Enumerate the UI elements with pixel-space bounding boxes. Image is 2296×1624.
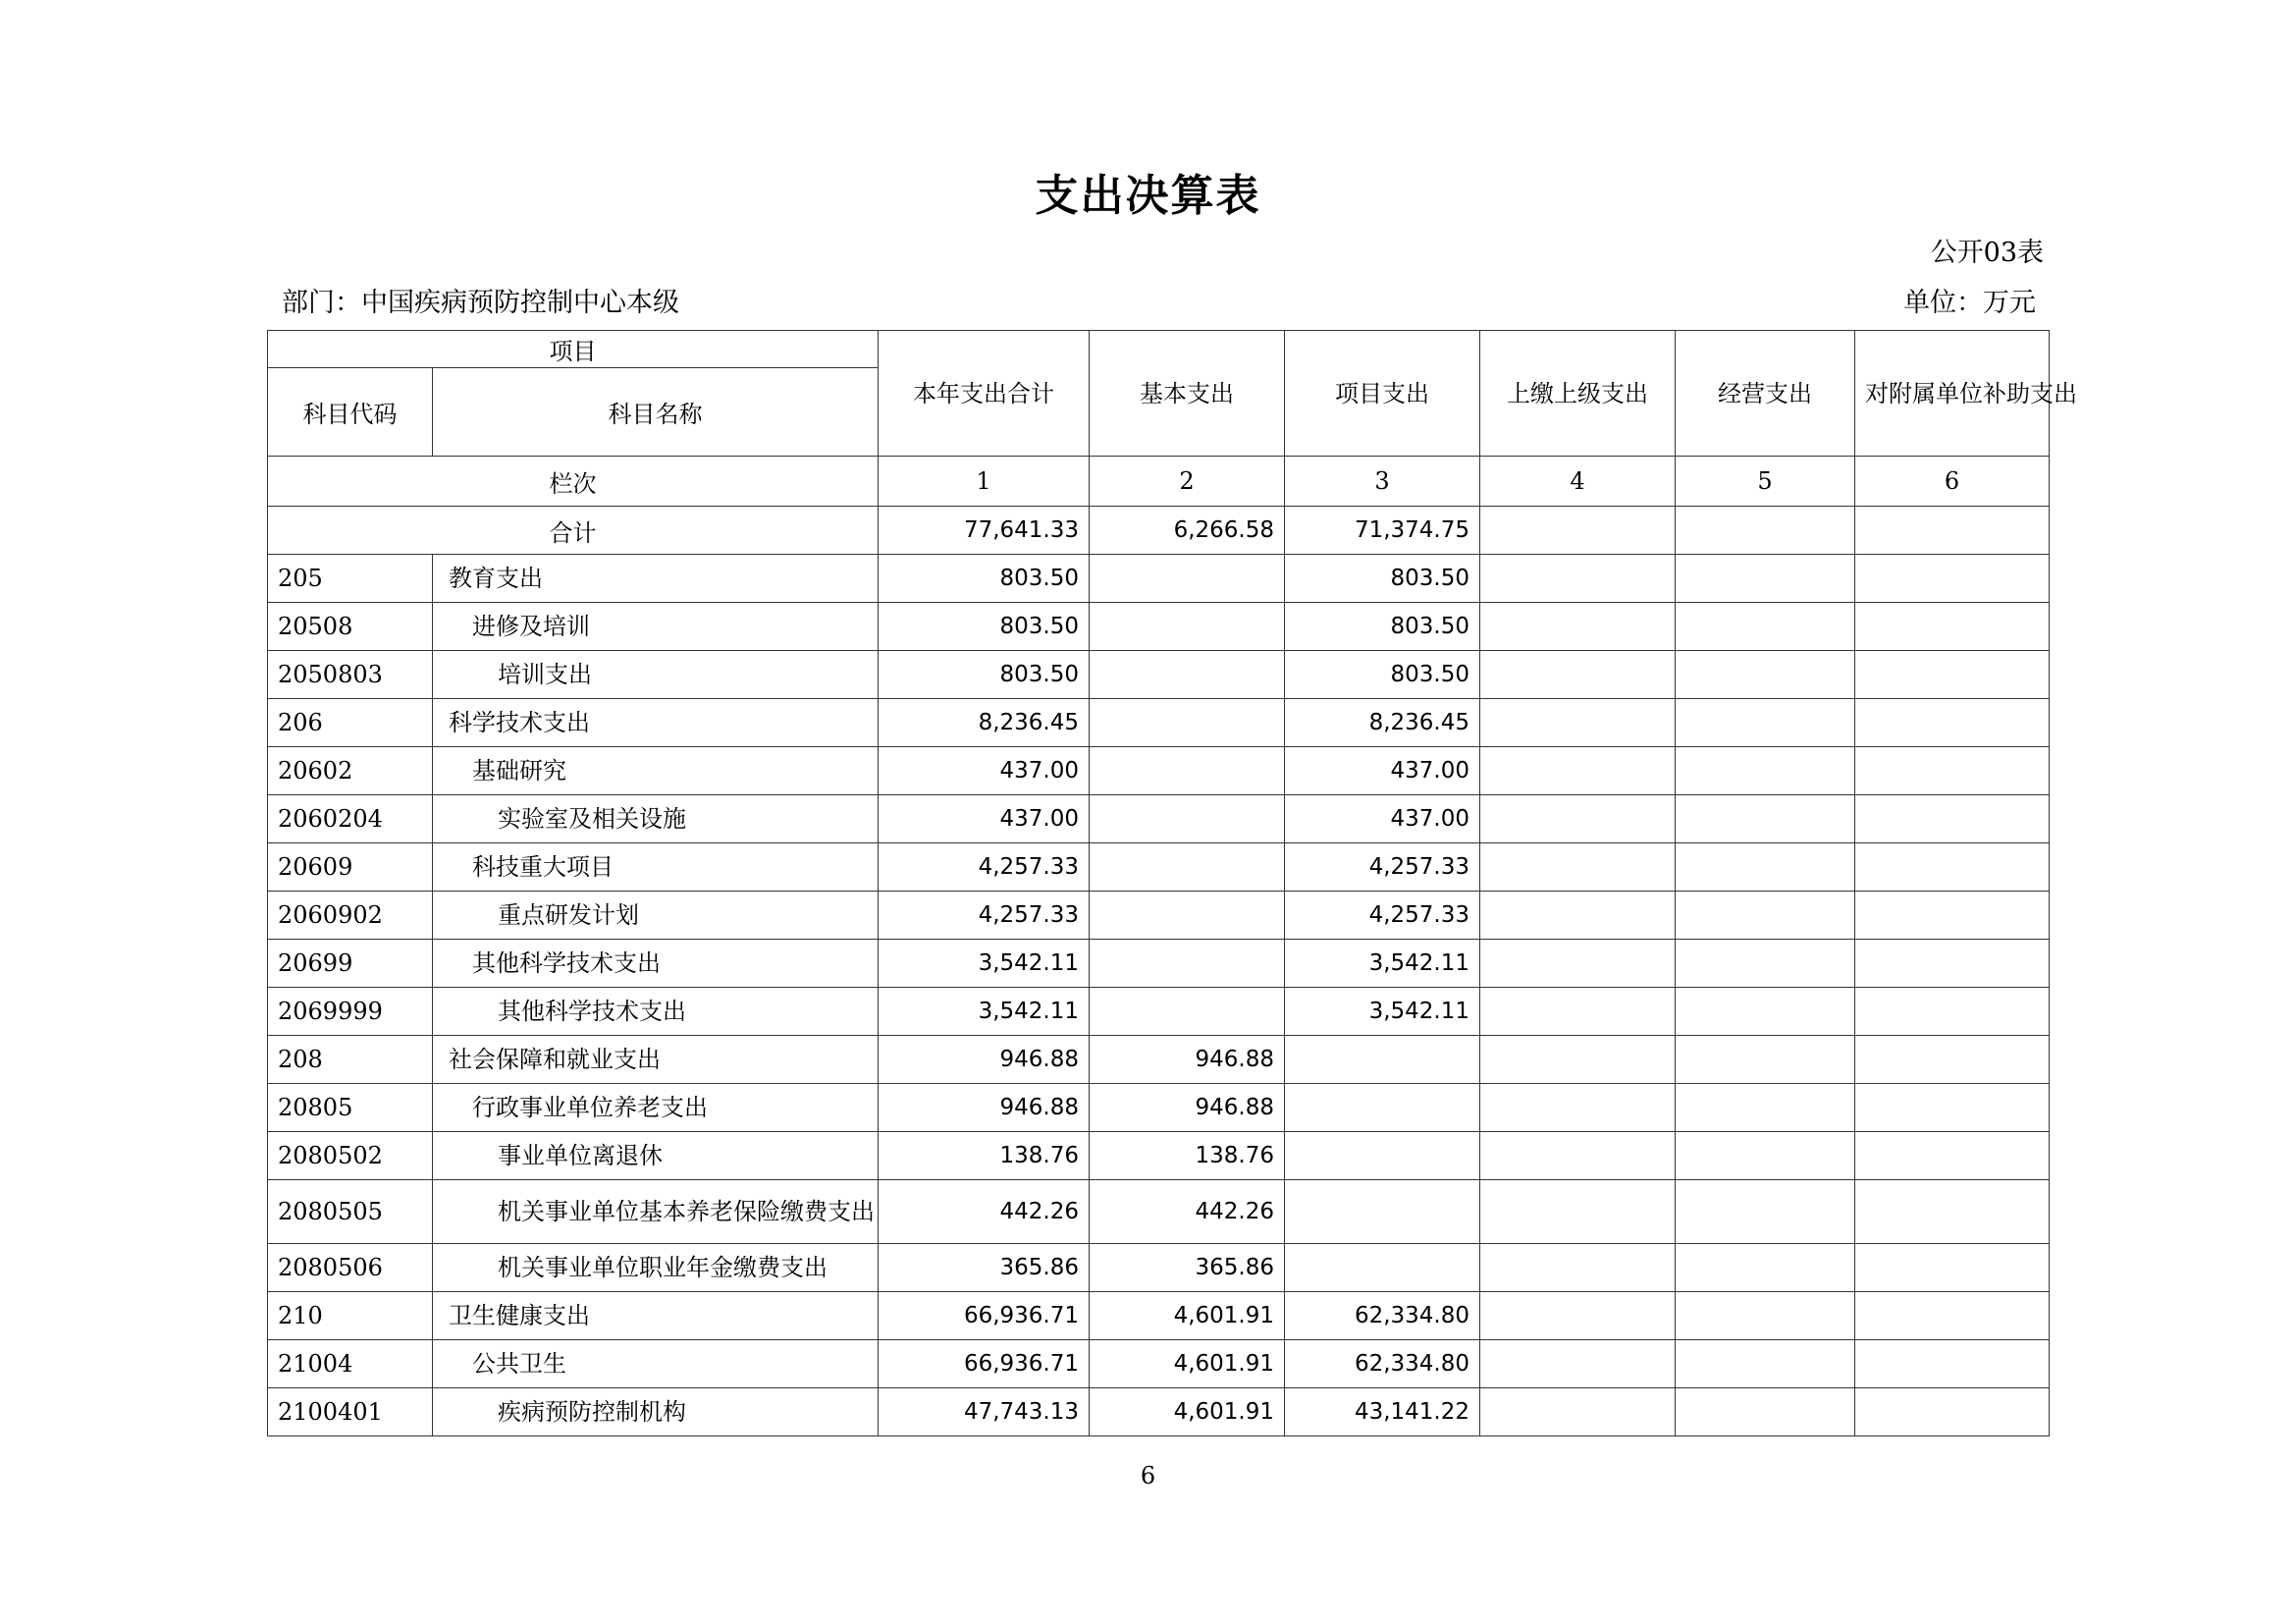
row-operating xyxy=(1676,1036,1855,1084)
row-name: 其他科学技术支出 xyxy=(433,940,879,988)
row-project: 62,334.80 xyxy=(1285,1292,1480,1340)
row-operating xyxy=(1676,699,1855,747)
header-subsidiary-subsidy: 对附属单位补助支出 xyxy=(1855,331,2050,457)
row-subsidy xyxy=(1855,1036,2050,1084)
column-index-3: 3 xyxy=(1285,457,1480,507)
table-row xyxy=(268,1036,2050,1084)
row-name: 机关事业单位基本养老保险缴费支出 xyxy=(433,1180,879,1244)
row-project: 803.50 xyxy=(1285,603,1480,651)
table-row xyxy=(268,892,2050,940)
row-remit xyxy=(1480,1340,1676,1388)
row-project: 437.00 xyxy=(1285,747,1480,795)
row-total: 66,936.71 xyxy=(879,1340,1090,1388)
column-index-1: 1 xyxy=(879,457,1090,507)
row-basic: 138.76 xyxy=(1090,1132,1285,1180)
row-subsidy xyxy=(1855,1084,2050,1132)
total-remit xyxy=(1480,507,1676,555)
column-index-row xyxy=(268,457,2050,507)
table-row xyxy=(268,843,2050,892)
column-index-label: 栏次 xyxy=(268,457,879,507)
row-name: 重点研发计划 xyxy=(433,892,879,940)
row-project: 62,334.80 xyxy=(1285,1340,1480,1388)
table-row xyxy=(268,555,2050,603)
row-basic xyxy=(1090,892,1285,940)
row-name: 疾病预防控制机构 xyxy=(433,1388,879,1436)
row-project: 43,141.22 xyxy=(1285,1388,1480,1436)
row-project xyxy=(1285,1244,1480,1292)
row-remit xyxy=(1480,988,1676,1036)
total-row xyxy=(268,507,2050,555)
table-row xyxy=(268,1340,2050,1388)
page-number: 6 xyxy=(1140,1462,1156,1489)
row-subsidy xyxy=(1855,603,2050,651)
row-subsidy xyxy=(1855,892,2050,940)
row-code: 20609 xyxy=(268,843,433,892)
header-project-exp: 项目支出 xyxy=(1285,331,1480,457)
row-code: 208 xyxy=(268,1036,433,1084)
row-operating xyxy=(1676,795,1855,843)
row-remit xyxy=(1480,892,1676,940)
row-code: 205 xyxy=(268,555,433,603)
row-basic: 4,601.91 xyxy=(1090,1340,1285,1388)
row-operating xyxy=(1676,1388,1855,1436)
header-code: 科目代码 xyxy=(268,368,433,457)
row-basic xyxy=(1090,795,1285,843)
row-total: 946.88 xyxy=(879,1084,1090,1132)
table-row xyxy=(268,603,2050,651)
row-remit xyxy=(1480,843,1676,892)
row-total: 3,542.11 xyxy=(879,988,1090,1036)
row-code: 210 xyxy=(268,1292,433,1340)
row-code: 20602 xyxy=(268,747,433,795)
row-name: 进修及培训 xyxy=(433,603,879,651)
row-project: 803.50 xyxy=(1285,555,1480,603)
row-basic xyxy=(1090,747,1285,795)
row-code: 206 xyxy=(268,699,433,747)
row-project xyxy=(1285,1132,1480,1180)
row-total: 365.86 xyxy=(879,1244,1090,1292)
row-basic: 365.86 xyxy=(1090,1244,1285,1292)
row-operating xyxy=(1676,1292,1855,1340)
row-remit xyxy=(1480,699,1676,747)
row-total: 946.88 xyxy=(879,1036,1090,1084)
row-subsidy xyxy=(1855,1132,2050,1180)
row-total: 437.00 xyxy=(879,747,1090,795)
row-operating xyxy=(1676,1180,1855,1244)
table-row xyxy=(268,1292,2050,1340)
row-project: 4,257.33 xyxy=(1285,843,1480,892)
row-basic: 946.88 xyxy=(1090,1084,1285,1132)
row-operating xyxy=(1676,747,1855,795)
total-basic: 6,266.58 xyxy=(1090,507,1285,555)
page-title: 支出决算表 xyxy=(1035,171,1261,221)
row-remit xyxy=(1480,603,1676,651)
table-row xyxy=(268,795,2050,843)
form-number: 公开03表 xyxy=(1930,238,2044,268)
row-operating xyxy=(1676,1340,1855,1388)
row-code: 2069999 xyxy=(268,988,433,1036)
total-project: 71,374.75 xyxy=(1285,507,1480,555)
row-remit xyxy=(1480,747,1676,795)
row-name: 社会保障和就业支出 xyxy=(433,1036,879,1084)
row-operating xyxy=(1676,843,1855,892)
row-name: 科技重大项目 xyxy=(433,843,879,892)
row-name: 公共卫生 xyxy=(433,1340,879,1388)
row-code: 2050803 xyxy=(268,651,433,699)
row-project: 803.50 xyxy=(1285,651,1480,699)
row-code: 2100401 xyxy=(268,1388,433,1436)
row-subsidy xyxy=(1855,1180,2050,1244)
row-basic: 442.26 xyxy=(1090,1180,1285,1244)
row-remit xyxy=(1480,651,1676,699)
row-subsidy xyxy=(1855,988,2050,1036)
row-total: 803.50 xyxy=(879,555,1090,603)
row-subsidy xyxy=(1855,747,2050,795)
row-remit xyxy=(1480,1244,1676,1292)
row-remit xyxy=(1480,1180,1676,1244)
row-subsidy xyxy=(1855,843,2050,892)
row-total: 4,257.33 xyxy=(879,843,1090,892)
row-remit xyxy=(1480,1132,1676,1180)
row-name: 机关事业单位职业年金缴费支出 xyxy=(433,1244,879,1292)
row-operating xyxy=(1676,555,1855,603)
row-code: 21004 xyxy=(268,1340,433,1388)
header-project: 项目 xyxy=(268,331,879,368)
row-subsidy xyxy=(1855,1340,2050,1388)
row-subsidy xyxy=(1855,940,2050,988)
row-remit xyxy=(1480,1036,1676,1084)
header-remit-superior: 上缴上级支出 xyxy=(1480,331,1676,457)
table-row xyxy=(268,1084,2050,1132)
row-remit xyxy=(1480,555,1676,603)
row-project: 3,542.11 xyxy=(1285,988,1480,1036)
row-subsidy xyxy=(1855,1388,2050,1436)
row-name: 其他科学技术支出 xyxy=(433,988,879,1036)
row-basic xyxy=(1090,651,1285,699)
row-total: 3,542.11 xyxy=(879,940,1090,988)
header-basic: 基本支出 xyxy=(1090,331,1285,457)
row-basic xyxy=(1090,555,1285,603)
row-total: 4,257.33 xyxy=(879,892,1090,940)
column-index-6: 6 xyxy=(1855,457,2050,507)
row-code: 2060204 xyxy=(268,795,433,843)
table-row xyxy=(268,699,2050,747)
row-name: 实验室及相关设施 xyxy=(433,795,879,843)
table-row xyxy=(268,940,2050,988)
total-subsidy xyxy=(1855,507,2050,555)
row-basic: 4,601.91 xyxy=(1090,1292,1285,1340)
row-total: 138.76 xyxy=(879,1132,1090,1180)
row-operating xyxy=(1676,940,1855,988)
row-subsidy xyxy=(1855,1244,2050,1292)
row-operating xyxy=(1676,988,1855,1036)
header-total: 本年支出合计 xyxy=(879,331,1090,457)
row-subsidy xyxy=(1855,699,2050,747)
header-name: 科目名称 xyxy=(433,368,879,457)
row-name: 科学技术支出 xyxy=(433,699,879,747)
row-project xyxy=(1285,1084,1480,1132)
row-basic: 946.88 xyxy=(1090,1036,1285,1084)
row-operating xyxy=(1676,892,1855,940)
table-row xyxy=(268,1180,2050,1244)
row-total: 47,743.13 xyxy=(879,1388,1090,1436)
row-operating xyxy=(1676,603,1855,651)
row-project: 8,236.45 xyxy=(1285,699,1480,747)
row-basic xyxy=(1090,988,1285,1036)
row-name: 行政事业单位养老支出 xyxy=(433,1084,879,1132)
column-index-5: 5 xyxy=(1676,457,1855,507)
row-remit xyxy=(1480,940,1676,988)
total-label: 合计 xyxy=(268,507,879,555)
row-remit xyxy=(1480,795,1676,843)
row-name: 事业单位离退休 xyxy=(433,1132,879,1180)
row-project xyxy=(1285,1036,1480,1084)
row-project xyxy=(1285,1180,1480,1244)
row-remit xyxy=(1480,1084,1676,1132)
row-subsidy xyxy=(1855,555,2050,603)
row-total: 442.26 xyxy=(879,1180,1090,1244)
total-sum: 77,641.33 xyxy=(879,507,1090,555)
row-code: 2080502 xyxy=(268,1132,433,1180)
row-subsidy xyxy=(1855,1292,2050,1340)
row-code: 2080506 xyxy=(268,1244,433,1292)
row-basic: 4,601.91 xyxy=(1090,1388,1285,1436)
department-label: 部门：中国疾病预防控制中心本级 xyxy=(282,288,679,318)
row-project: 3,542.11 xyxy=(1285,940,1480,988)
unit-label: 单位：万元 xyxy=(1903,288,2036,318)
total-operating xyxy=(1676,507,1855,555)
row-remit xyxy=(1480,1292,1676,1340)
row-code: 2080505 xyxy=(268,1180,433,1244)
row-basic xyxy=(1090,940,1285,988)
row-total: 803.50 xyxy=(879,603,1090,651)
row-code: 20699 xyxy=(268,940,433,988)
row-name: 基础研究 xyxy=(433,747,879,795)
table-row xyxy=(268,651,2050,699)
row-project: 437.00 xyxy=(1285,795,1480,843)
row-code: 20805 xyxy=(268,1084,433,1132)
row-name: 培训支出 xyxy=(433,651,879,699)
row-subsidy xyxy=(1855,795,2050,843)
column-index-2: 2 xyxy=(1090,457,1285,507)
table-row xyxy=(268,1132,2050,1180)
row-total: 437.00 xyxy=(879,795,1090,843)
row-name: 卫生健康支出 xyxy=(433,1292,879,1340)
table-row xyxy=(268,1388,2050,1436)
row-code: 20508 xyxy=(268,603,433,651)
row-total: 8,236.45 xyxy=(879,699,1090,747)
row-basic xyxy=(1090,603,1285,651)
table-row xyxy=(268,747,2050,795)
row-total: 803.50 xyxy=(879,651,1090,699)
table-row xyxy=(268,988,2050,1036)
row-basic xyxy=(1090,699,1285,747)
row-basic xyxy=(1090,843,1285,892)
expenditure-table xyxy=(267,330,2077,1436)
row-operating xyxy=(1676,1132,1855,1180)
header-operating: 经营支出 xyxy=(1676,331,1855,457)
row-code: 2060902 xyxy=(268,892,433,940)
row-name: 教育支出 xyxy=(433,555,879,603)
row-operating xyxy=(1676,1084,1855,1132)
row-operating xyxy=(1676,1244,1855,1292)
column-index-4: 4 xyxy=(1480,457,1676,507)
row-operating xyxy=(1676,651,1855,699)
row-remit xyxy=(1480,1388,1676,1436)
row-subsidy xyxy=(1855,651,2050,699)
table-row xyxy=(268,1244,2050,1292)
row-project: 4,257.33 xyxy=(1285,892,1480,940)
row-total: 66,936.71 xyxy=(879,1292,1090,1340)
